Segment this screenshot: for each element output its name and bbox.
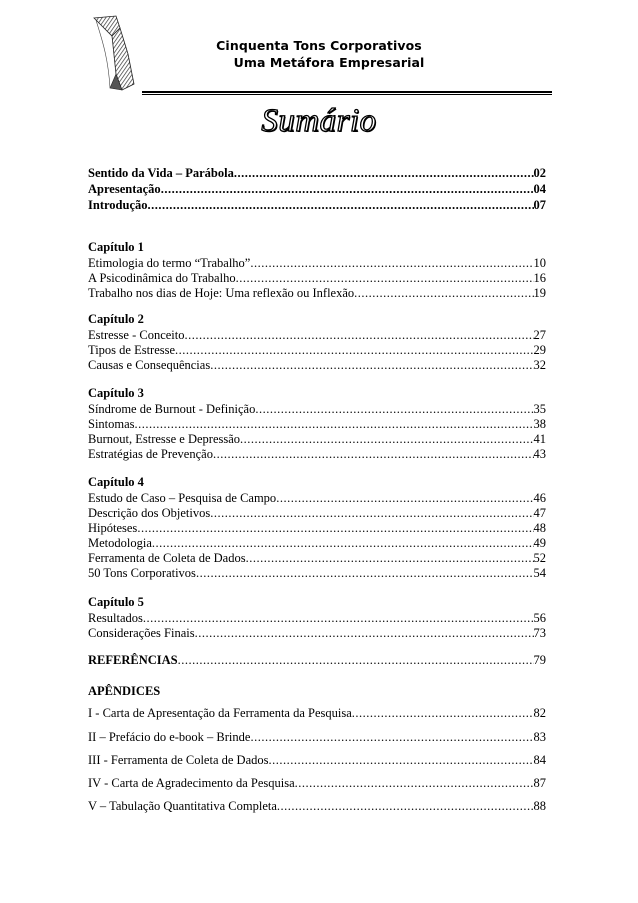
leader-dots	[255, 401, 533, 417]
toc-entry-page: 84	[533, 753, 546, 767]
toc-entry-page: 82	[533, 706, 546, 720]
toc-entry-label: V – Tabulação Quantitativa Completa	[88, 799, 277, 813]
leader-dots	[250, 255, 533, 271]
toc-entry-page: 32	[533, 358, 546, 372]
leader-dots	[210, 505, 533, 521]
toc-entry-label: IV - Carta de Agradecimento da Pesquisa	[88, 776, 295, 790]
toc-entry[interactable]	[88, 431, 546, 447]
toc-entry-label: II – Prefácio do e-book – Brinde	[88, 730, 251, 744]
leader-dots	[148, 197, 534, 213]
header-line-1: Cinquenta Tons Corporativos	[216, 38, 422, 53]
toc-entry-label: Estresse - Conceito	[88, 328, 185, 342]
toc-entry-apresentacao[interactable]	[88, 181, 546, 197]
toc-entry[interactable]	[88, 535, 546, 551]
toc-entry-label: Síndrome de Burnout - Definição	[88, 402, 256, 416]
toc-entry[interactable]	[88, 285, 546, 301]
toc-entry-page: 79	[533, 653, 546, 667]
leader-dots	[135, 416, 534, 432]
leader-dots	[137, 520, 533, 536]
toc-entry-page: 56	[533, 611, 546, 625]
toc-entry-label: Ferramenta de Coleta de Dados	[88, 551, 246, 565]
toc-entry[interactable]	[88, 625, 546, 641]
toc-entry-label: I - Carta de Apresentação da Ferramenta da Pesquisa	[88, 706, 352, 720]
toc-entry[interactable]	[88, 446, 546, 462]
toc-entry-sentido[interactable]	[88, 165, 546, 181]
toc-entry-label: Burnout, Estresse e Depressão	[88, 432, 241, 446]
leader-dots	[161, 181, 534, 197]
toc-entry[interactable]	[88, 729, 546, 745]
toc-entry-page: 87	[533, 776, 546, 790]
toc-entry-label: Tipos de Estresse	[88, 343, 176, 357]
toc-entry[interactable]	[88, 490, 546, 506]
toc-entry[interactable]	[88, 357, 546, 373]
leader-dots	[354, 285, 533, 301]
toc-entry-page: 47	[533, 506, 546, 520]
header-line-2: Uma Metáfora Empresarial	[233, 55, 425, 70]
toc-entry[interactable]	[88, 752, 546, 768]
toc-entry-page: 41	[533, 432, 546, 446]
toc-entry-label: Etimologia do termo “Trabalho”	[88, 256, 251, 270]
toc-entry-page: 10	[533, 256, 546, 270]
toc-entry-introducao[interactable]	[88, 197, 546, 213]
leader-dots	[210, 357, 533, 373]
toc-entry-page: 02	[533, 166, 546, 180]
toc-entry-page: 54	[533, 566, 546, 580]
header-divider	[142, 91, 552, 95]
leader-dots	[195, 625, 534, 641]
toc-entry-label: Introdução	[88, 198, 148, 212]
toc-entry-label: Considerações Finais	[88, 626, 195, 640]
toc-entry[interactable]	[88, 401, 546, 417]
toc-entry-page: 04	[533, 182, 546, 196]
toc-entry-label: Sentido da Vida – Parábola	[88, 166, 234, 180]
toc-entry-label: Trabalho nos dias de Hoje: Uma reflexão ou Inflexão	[88, 286, 355, 300]
chapter-3-heading: Capítulo 3	[88, 386, 144, 400]
chapter-4-heading: Capítulo 4	[88, 475, 144, 489]
toc-entry-page: 49	[533, 536, 546, 550]
toc-entry-label: Sintomas	[88, 417, 135, 431]
leader-dots	[234, 165, 534, 181]
toc-entry-page: 16	[533, 271, 546, 285]
toc-entry-label: Hipóteses	[88, 521, 138, 535]
chapter-2-heading: Capítulo 2	[88, 312, 144, 326]
leader-dots	[196, 565, 534, 581]
toc-entry-page: 83	[533, 730, 546, 744]
page-title: Sumário	[261, 103, 377, 139]
toc-entry[interactable]	[88, 705, 546, 721]
toc-entry-label: Resultados	[88, 611, 143, 625]
toc-entry-page: 88	[533, 799, 546, 813]
toc-entry[interactable]	[88, 327, 546, 343]
leader-dots	[185, 327, 534, 343]
toc-entry-page: 38	[533, 417, 546, 431]
toc-entry-label: Causas e Consequências	[88, 358, 211, 372]
toc-entry-label: Estudo de Caso – Pesquisa de Campo	[88, 491, 277, 505]
toc-entry-page: 46	[533, 491, 546, 505]
toc-entry-label: III - Ferramenta de Coleta de Dados	[88, 753, 269, 767]
toc-entry[interactable]	[88, 255, 546, 271]
leader-dots	[236, 270, 534, 286]
toc-entry-label: REFERÊNCIAS	[88, 653, 178, 667]
toc-entry[interactable]	[88, 565, 546, 581]
leader-dots	[250, 729, 533, 745]
toc-entry[interactable]	[88, 520, 546, 536]
leader-dots	[276, 490, 533, 506]
toc-entry[interactable]	[88, 505, 546, 521]
toc-entry-page: 35	[533, 402, 546, 416]
appendices-heading: APÊNDICES	[88, 684, 161, 698]
toc-entry-label: Descrição dos Objetivos	[88, 506, 211, 520]
toc-entry-page: 48	[533, 521, 546, 535]
toc-entry-label: A Psicodinâmica do Trabalho	[88, 271, 236, 285]
toc-entry-label: Apresentação	[88, 182, 161, 196]
toc-entry[interactable]	[88, 416, 546, 432]
toc-entry-page: 52	[533, 551, 546, 565]
toc-entry-page: 73	[533, 626, 546, 640]
toc-entry-page: 27	[533, 328, 546, 342]
leader-dots	[352, 705, 534, 721]
toc-entry-page: 19	[533, 286, 546, 300]
toc-entry-page: 07	[533, 198, 546, 212]
leader-dots	[213, 446, 534, 462]
tie-knot-illustration	[86, 14, 148, 92]
chapter-5-heading: Capítulo 5	[88, 595, 144, 609]
leader-dots	[143, 610, 534, 626]
toc-entry-page: 43	[533, 447, 546, 461]
toc-entry-page: 29	[533, 343, 546, 357]
leader-dots	[175, 342, 533, 358]
toc-entry-label: Estratégias de Prevenção	[88, 447, 213, 461]
chapter-1-heading: Capítulo 1	[88, 240, 144, 254]
toc-entry[interactable]	[88, 550, 546, 566]
toc-entry[interactable]	[88, 798, 546, 814]
leader-dots	[152, 535, 534, 551]
toc-entry[interactable]	[88, 342, 546, 358]
leader-dots	[295, 775, 534, 791]
leader-dots	[240, 431, 533, 447]
toc-entry-label: Metodologia	[88, 536, 152, 550]
leader-dots	[246, 550, 534, 566]
leader-dots	[178, 652, 534, 668]
toc-entry-label: 50 Tons Corporativos	[88, 566, 196, 580]
toc-entry-references[interactable]	[88, 652, 546, 668]
leader-dots	[277, 798, 534, 814]
toc-entry[interactable]	[88, 775, 546, 791]
leader-dots	[268, 752, 533, 768]
toc-entry[interactable]	[88, 610, 546, 626]
toc-entry[interactable]	[88, 270, 546, 286]
